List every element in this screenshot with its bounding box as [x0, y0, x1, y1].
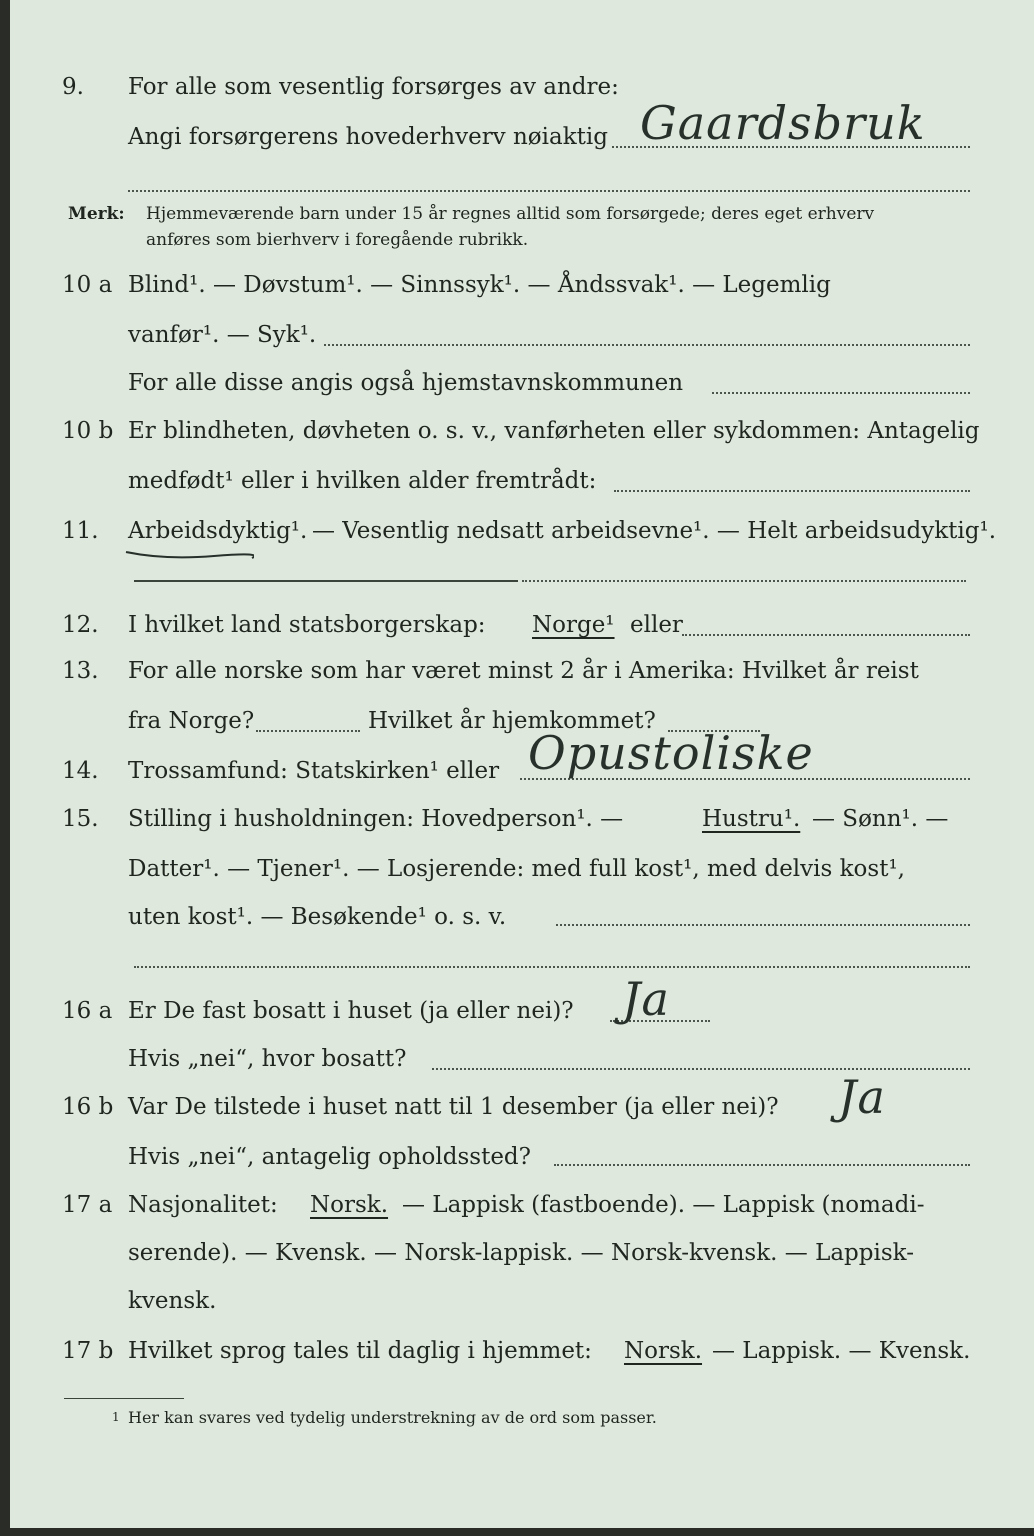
q13-number: 13. — [62, 658, 99, 684]
q11-solid-line — [134, 580, 518, 582]
q11-rest: — Vesentlig nedsatt arbeidsevne¹. — Helt arbeidsudyktig¹. — [312, 518, 997, 544]
q10a-line3: For alle disse angis også hjemstavnskommunen — [128, 370, 684, 396]
merk-line2: anføres som bierhverv i foregående rubrikk. — [146, 230, 529, 250]
q15-line1a: Stilling i husholdningen: Hovedperson¹. — — [128, 806, 624, 832]
q15-number: 15. — [62, 806, 99, 832]
q16a-bosatt-line[interactable] — [432, 1068, 970, 1070]
q12-prefix: I hvilket land statsborgerskap: — [128, 612, 486, 638]
q15-line2: Datter¹. — Tjener¹. — Losjerende: med full kost¹, med delvis kost¹, — [128, 856, 905, 882]
q9-line2: Angi forsørgerens hovederhverv nøiaktig — [128, 124, 608, 150]
q14-answer-handwritten[interactable]: Opustoliske — [528, 726, 814, 780]
q12-number: 12. — [62, 612, 99, 638]
q17a-line2: serende). — Kvensk. — Norsk-lappisk. — Norsk-kvensk. — Lappisk- — [128, 1240, 914, 1266]
q17a-line3: kvensk. — [128, 1288, 217, 1314]
q14-text: Trossamfund: Statskirken¹ eller — [128, 758, 500, 784]
q10a-line1: Blind¹. — Døvstum¹. — Sinnssyk¹. — Åndssvak¹. — Legemlig — [128, 272, 831, 298]
q10b-number: 10 b — [62, 418, 114, 444]
merk-line1: Hjemmeværende barn under 15 år regnes alltid som forsørgede; deres eget erhverv — [146, 204, 875, 224]
q16a-line1: Er De fast bosatt i huset (ja eller nei)? — [128, 998, 574, 1024]
footnote-rule — [64, 1398, 184, 1399]
q14-number: 14. — [62, 758, 99, 784]
q13-line2b: Hvilket år hjemkommet? — [368, 708, 656, 734]
q10b-answer-line[interactable] — [614, 490, 970, 492]
q16a-answer-handwritten[interactable]: Ja — [622, 972, 670, 1026]
q16b-line2: Hvis „nei“, antagelig opholdssted? — [128, 1144, 531, 1170]
q15-answer-line[interactable] — [556, 924, 970, 926]
q9-line1: For alle som vesentlig forsørges av andre: — [128, 74, 619, 100]
q13-reist-line[interactable] — [256, 730, 360, 732]
q15-line1c: — Sønn¹. — — [812, 806, 949, 832]
q16b-line1: Var De tilstede i huset natt til 1 desember (ja eller nei)? — [128, 1094, 779, 1120]
q10a-number: 10 a — [62, 272, 113, 298]
q13-line2a: fra Norge? — [128, 708, 255, 734]
q11-option-arbeidsdyktig[interactable]: Arbeidsdyktig¹. — [128, 518, 308, 544]
q16a-line2: Hvis „nei“, hvor bosatt? — [128, 1046, 407, 1072]
q17a-line1c: — Lappisk (fastboende). — Lappisk (nomadi- — [402, 1192, 925, 1218]
q10b-line1: Er blindheten, døvheten o. s. v., vanførheten eller sykdommen: Antagelig — [128, 418, 980, 444]
q16a-number: 16 a — [62, 998, 113, 1024]
footnote-mark: 1 — [112, 1410, 120, 1424]
q17a-line1a: Nasjonalitet: — [128, 1192, 278, 1218]
q12-answer-line[interactable] — [682, 634, 970, 636]
footnote-text: Her kan svares ved tydelig understrekning av de ord som passer. — [128, 1408, 657, 1427]
q12-suffix: eller — [630, 612, 683, 638]
q17b-option-norsk[interactable]: Norsk. — [624, 1338, 703, 1364]
q11-handwritten-underline — [124, 546, 254, 566]
q11-dotted-line — [522, 580, 966, 582]
q15-extra-line — [134, 966, 970, 968]
merk-label: Merk: — [68, 204, 125, 224]
q9-number: 9. — [62, 74, 84, 100]
q9-answer-handwritten[interactable]: Gaardsbruk — [640, 96, 926, 150]
q17a-number: 17 a — [62, 1192, 113, 1218]
q15-line3: uten kost¹. — Besøkende¹ o. s. v. — [128, 904, 507, 930]
q16b-number: 16 b — [62, 1094, 114, 1120]
q13-line1: For alle norske som har været minst 2 år i Amerika: Hvilket år reist — [128, 658, 919, 684]
q10a-answer-line[interactable] — [324, 344, 970, 346]
q16b-opholdssted-line[interactable] — [554, 1164, 970, 1166]
q17a-option-norsk[interactable]: Norsk. — [310, 1192, 389, 1218]
q11-number: 11. — [62, 518, 99, 544]
q17b-number: 17 b — [62, 1338, 114, 1364]
q10a-home-line[interactable] — [712, 392, 970, 394]
q16b-answer-handwritten[interactable]: Ja — [838, 1070, 886, 1124]
q10a-line2: vanfør¹. — Syk¹. — [128, 322, 317, 348]
q9-extra-line — [128, 190, 970, 192]
q17b-prefix: Hvilket sprog tales til daglig i hjemmet: — [128, 1338, 592, 1364]
q12-option-norge[interactable]: Norge¹ — [532, 612, 615, 638]
q10b-line2: medfødt¹ eller i hvilken alder fremtrådt: — [128, 468, 597, 494]
q17b-suffix: — Lappisk. — Kvensk. — [712, 1338, 971, 1364]
q15-option-hustru[interactable]: Hustru¹. — [702, 806, 801, 832]
